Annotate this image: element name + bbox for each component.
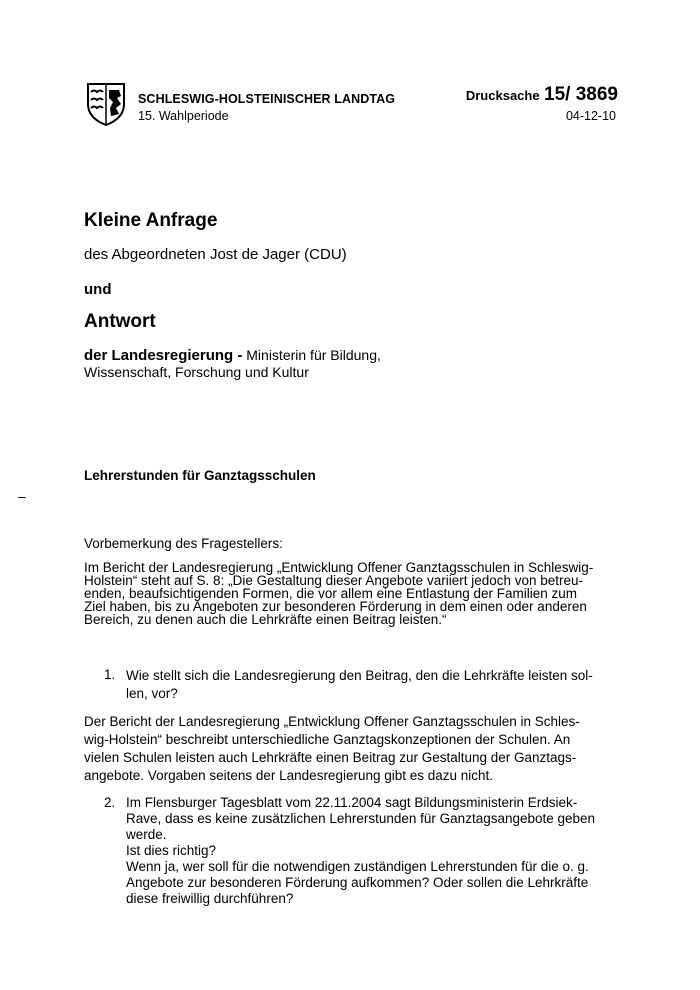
question-line: Wenn ja, wer soll für die notwendigen zuständigen Lehrerstunden für die o. g. — [126, 859, 589, 874]
drucksache-number: 15/ 3869 — [544, 84, 618, 105]
antwort-heading: Antwort — [84, 311, 156, 332]
answer-line: angebote. Vorgaben seitens der Landesregierung gibt es dazu nicht. — [84, 768, 494, 783]
legislative-period: 15. Wahlperiode — [138, 109, 229, 123]
question-line: diese freiwillig durchführen? — [126, 891, 294, 906]
document-date: 04-12-10 — [565, 109, 616, 123]
margin-dash: – — [18, 488, 26, 504]
coat-of-arms-icon — [86, 82, 126, 126]
preface-line: Ziel haben, bis zu Angeboten zur besonderen Förderung in dem einen oder anderen — [84, 599, 587, 614]
answer-1 — [84, 713, 618, 785]
government-bold: der Landesregierung - — [84, 347, 243, 364]
government-line — [84, 347, 444, 381]
preface-line: Bereich, zu denen auch die Lehrkräfte einen Beitrag leisten.“ — [84, 612, 447, 627]
preface-line: Holstein“ steht auf S. 8: „Die Gestaltung dieser Angebote variiert jedoch von betreu- — [84, 573, 584, 588]
ministry-part-2: Wissenschaft, Forschung und Kultur — [84, 364, 309, 380]
preface-text — [84, 561, 618, 626]
ministry-part-1: Ministerin für Bildung, — [242, 347, 381, 363]
preface-line: Im Bericht der Landesregierung „Entwicklung Offener Ganztagsschulen in Schleswig- — [84, 560, 594, 575]
question-number: 1. — [104, 667, 116, 682]
topic-heading: Lehrerstunden für Ganztagsschulen — [84, 468, 316, 483]
question-line: werde. — [126, 827, 167, 842]
question-line: Angebote zur besonderen Förderung aufkommen? Oder sollen die Lehrkräfte — [126, 875, 589, 890]
question-line: Rave, dass es keine zusätzlichen Lehrerstunden für Ganztagsangebote geben — [126, 811, 596, 826]
question-number: 2. — [104, 795, 116, 810]
question-line: Wie stellt sich die Landesregierung den Beitrag, den die Lehrkräfte leisten sol- — [126, 668, 593, 683]
question-line: Im Flensburger Tagesblatt vom 22.11.2004 sagt Bildungsministerin Erdsiek- — [126, 795, 578, 810]
und-line: und — [84, 281, 112, 298]
drucksache-label: Drucksache — [465, 88, 540, 103]
question-line: len, vor? — [126, 686, 178, 701]
answer-line: vielen Schulen leisten auch Lehrkräfte einen Beitrag zur Gestaltung der Ganztags- — [84, 750, 577, 765]
organization-name: SCHLESWIG-HOLSTEINISCHER LANDTAG — [138, 92, 396, 106]
kleine-anfrage-heading: Kleine Anfrage — [84, 210, 218, 231]
answer-line: Der Bericht der Landesregierung „Entwicklung Offener Ganztagsschulen in Schles- — [84, 714, 580, 729]
drucksache — [466, 84, 618, 106]
preface-line: enden, beaufsichtigenden Formen, die vor allem eine Entlastung der Familien zum — [84, 586, 578, 601]
answer-line: wig-Holstein“ beschreibt unterschiedliche Ganztagskonzeptionen der Schulen. An — [84, 732, 571, 747]
question-line: Ist dies richtig? — [126, 843, 217, 858]
preface-label: Vorbemerkung des Fragestellers: — [84, 536, 283, 551]
author-line: des Abgeordneten Jost de Jager (CDU) — [84, 246, 347, 263]
